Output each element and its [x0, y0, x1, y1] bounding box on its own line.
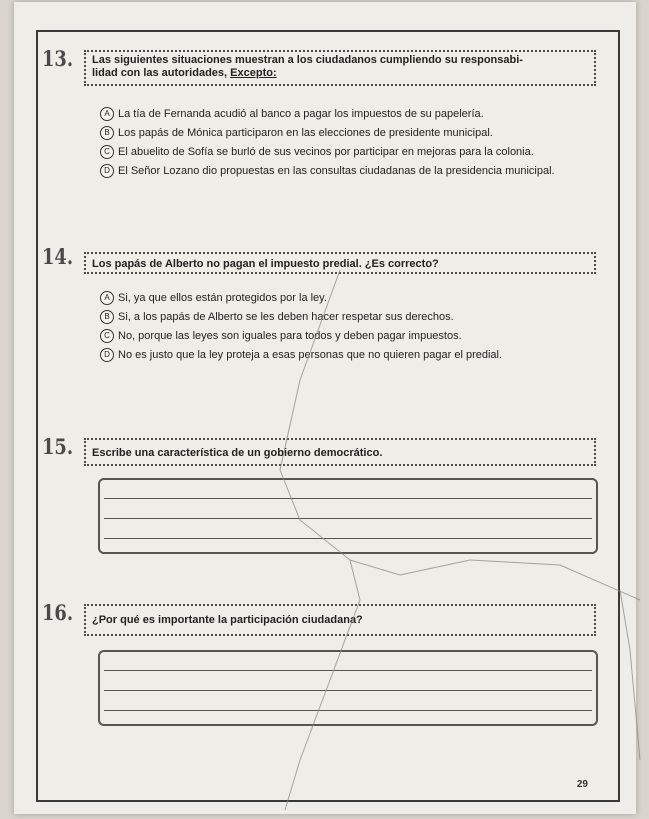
option-text: Si, ya que ellos están protegidos por la ley.: [118, 292, 327, 304]
option-text: No es justo que la ley proteja a esas personas que no quieren pagar el predial.: [118, 349, 503, 361]
prompt-except-keyword: Excepto:: [230, 67, 277, 79]
answer-box[interactable]: [98, 478, 598, 554]
question-number: 15.: [42, 434, 74, 459]
question-prompt: [84, 50, 596, 86]
question-prompt: ¿Por qué es importante la participación ciudadana?: [84, 604, 596, 636]
answer-line: [104, 690, 592, 691]
question-number: 14.: [42, 244, 74, 269]
option-text: Si, a los papás de Alberto se les deben hacer respetar sus derechos.: [118, 311, 454, 323]
option-d[interactable]: [100, 347, 608, 366]
answer-line: [104, 518, 592, 519]
option-letter: A: [100, 107, 114, 121]
option-a[interactable]: [100, 106, 608, 125]
option-text: Los papás de Mónica participaron en las elecciones de presidente municipal.: [118, 127, 493, 139]
option-letter: C: [100, 329, 114, 343]
option-d[interactable]: [100, 163, 608, 182]
prompt-line-2: [92, 67, 588, 80]
option-text: No, porque las leyes son iguales para todos y deben pagar impuestos.: [118, 330, 462, 342]
option-b[interactable]: [100, 309, 608, 328]
question-number: 13.: [42, 46, 74, 71]
option-letter: D: [100, 348, 114, 362]
prompt-line-1: Las siguientes situaciones muestran a los ciudadanos cumpliendo su responsabi-: [92, 54, 523, 66]
question-prompt: Los papás de Alberto no pagan el impuesto predial. ¿Es correcto?: [84, 252, 596, 274]
question-number: 16.: [42, 600, 74, 625]
option-letter: C: [100, 145, 114, 159]
option-letter: A: [100, 291, 114, 305]
options-list: [100, 290, 608, 366]
option-c[interactable]: [100, 328, 608, 347]
prompt-line-2-text: lidad con las autoridades,: [92, 67, 231, 79]
option-letter: D: [100, 164, 114, 178]
option-a[interactable]: [100, 290, 608, 309]
worksheet-frame: [36, 30, 620, 802]
option-text: El Señor Lozano dio propuestas en las consultas ciudadanas de la presidencia municipal.: [118, 165, 555, 177]
answer-box[interactable]: [98, 650, 598, 726]
page-number: 29: [576, 779, 588, 790]
answer-line: [104, 538, 592, 539]
option-c[interactable]: [100, 144, 608, 163]
option-b[interactable]: [100, 125, 608, 144]
option-text: La tía de Fernanda acudió al banco a pagar los impuestos de su papelería.: [118, 108, 484, 120]
worksheet-page: [14, 2, 636, 814]
option-letter: B: [100, 126, 114, 140]
answer-line: [104, 710, 592, 711]
answer-line: [104, 670, 592, 671]
answer-line: [104, 498, 592, 499]
option-letter: B: [100, 310, 114, 324]
options-list: [100, 106, 608, 182]
option-text: El abuelito de Sofía se burló de sus vecinos por participar en mejoras para la colonia.: [118, 146, 534, 158]
question-prompt: Escribe una característica de un gobierno democrático.: [84, 438, 596, 466]
